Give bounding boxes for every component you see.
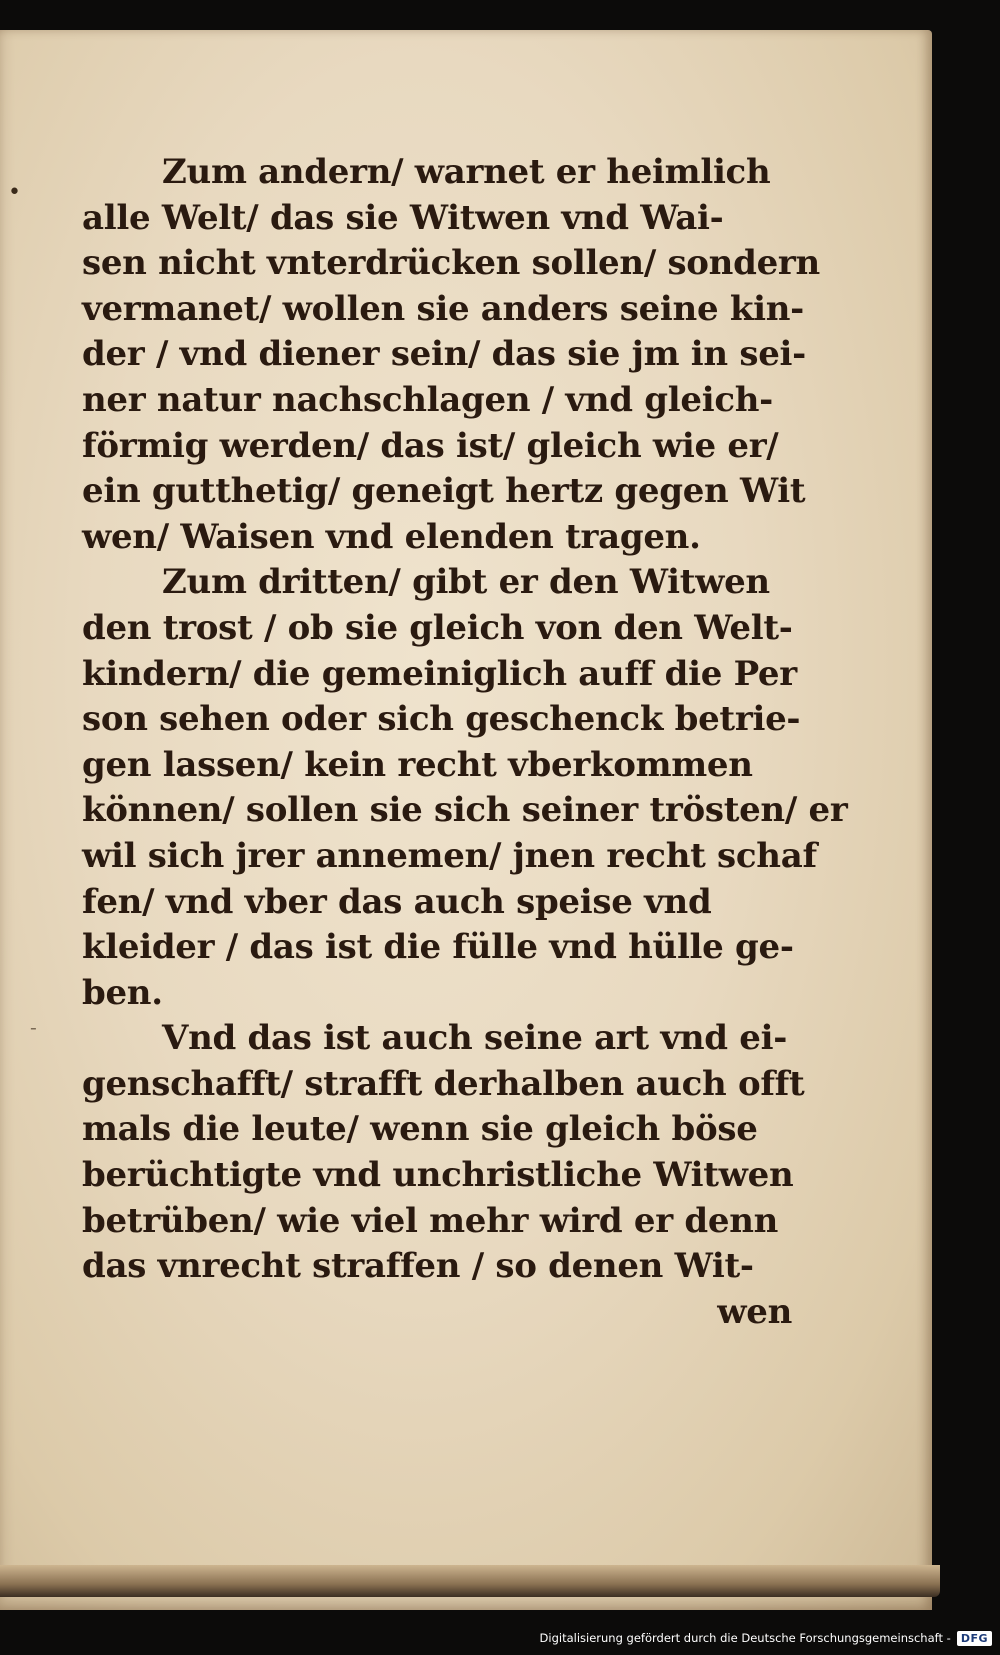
text-line: wil sich jrer annemen/ jnen recht schaf bbox=[82, 835, 817, 876]
text-line: können/ sollen sie sich seiner trösten/ er bbox=[82, 790, 848, 831]
text-line: betrüben/ wie viel mehr wird er denn bbox=[82, 1200, 779, 1241]
text-line: Vnd das ist auch seine art vnd ei- bbox=[162, 1018, 788, 1059]
text-line: mals die leute/ wenn sie gleich böse bbox=[82, 1109, 758, 1150]
text-line: ner natur nachschlagen / vnd gleich- bbox=[82, 379, 773, 420]
text-line: son sehen oder sich geschenck betrie- bbox=[82, 699, 801, 740]
margin-dot: • bbox=[8, 180, 21, 205]
text-line: der / vnd diener sein/ das sie jm in sei- bbox=[82, 334, 806, 375]
text-line: berüchtigte vnd unchristliche Witwen bbox=[82, 1155, 794, 1196]
text-line: den trost / ob sie gleich von den Welt- bbox=[82, 607, 793, 648]
text-line: genschafft/ strafft derhalben auch offt bbox=[82, 1063, 805, 1104]
credit-text: Digitalisierung gefördert durch die Deutsche Forschungsgemeinschaft - bbox=[539, 1631, 951, 1645]
text-line: alle Welt/ das sie Witwen vnd Wai- bbox=[82, 197, 724, 238]
text-line: fen/ vnd vber das auch speise vnd bbox=[82, 881, 712, 922]
digitization-credit bbox=[540, 1625, 992, 1651]
text-line: ben. bbox=[82, 972, 163, 1013]
page-bottom-edge bbox=[0, 1565, 940, 1597]
book-page bbox=[0, 30, 932, 1610]
text-line: das vnrecht straffen / so denen Wit- bbox=[82, 1246, 754, 1287]
text-line: vermanet/ wollen sie anders seine kin- bbox=[82, 288, 804, 329]
page-text bbox=[82, 150, 848, 1335]
text-line: Zum dritten/ gibt er den Witwen bbox=[162, 562, 770, 603]
text-line: wen/ Waisen vnd elenden tragen. bbox=[82, 516, 701, 557]
text-line: gen lassen/ kein recht vberkommen bbox=[82, 744, 753, 785]
text-line: förmig werden/ das ist/ gleich wie er/ bbox=[82, 425, 779, 466]
text-line: Zum andern/ warnet er heimlich bbox=[162, 152, 771, 192]
dfg-logo: DFG bbox=[957, 1631, 992, 1646]
margin-dash: - bbox=[30, 1015, 37, 1039]
text-line: ein gutthetig/ geneigt hertz gegen Wit bbox=[82, 471, 806, 512]
catchword: wen bbox=[717, 1291, 792, 1332]
text-line: kindern/ die gemeiniglich auff die Per bbox=[82, 653, 797, 694]
text-line: sen nicht vnterdrücken sollen/ sondern bbox=[82, 243, 820, 284]
text-line: kleider / das ist die fülle vnd hülle ge- bbox=[82, 927, 794, 968]
